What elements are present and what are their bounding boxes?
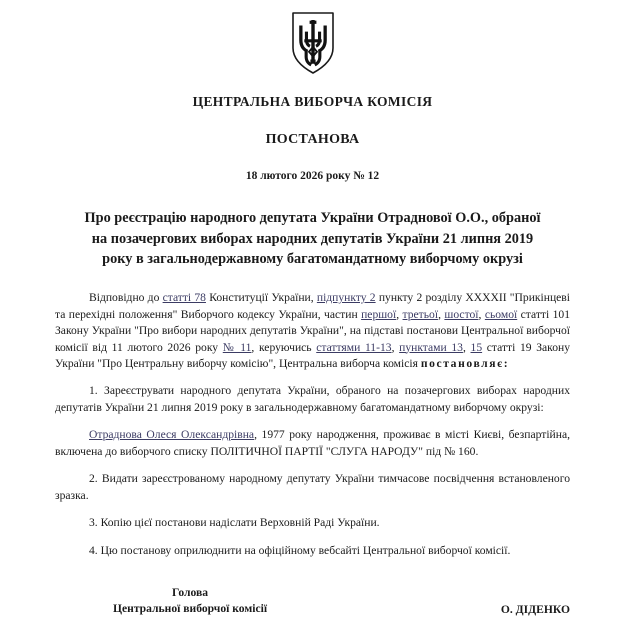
document-body [55, 290, 570, 559]
organization-title: ЦЕНТРАЛЬНА ВИБОРЧА КОМІСІЯ [192, 94, 433, 109]
link-chastyna-tretia[interactable]: третьої [402, 307, 439, 321]
link-stattia-78[interactable]: статті 78 [162, 291, 206, 305]
preamble-text-2: Конституції України, [205, 291, 317, 305]
clause-3: 3. Копію цієї постанови надіслати Верховній Раді України. [89, 516, 380, 530]
clause-4: 4. Цю постанову оприлюднити на офіційному вебсайті Центральної виборчої комісії. [89, 543, 511, 557]
link-chastyna-persha[interactable]: першої [361, 307, 397, 321]
resolves-keyword: постановляє: [420, 356, 510, 370]
preamble-text-9: , [391, 340, 400, 354]
link-statti-11-13[interactable]: статтями 11-13 [316, 340, 392, 354]
preamble-text-11: статті 19 Закону України "Про Центральну виборчу комісію", Центральна виборча комісія [55, 340, 571, 370]
signatory-position [55, 585, 267, 616]
signature-block [55, 585, 570, 616]
preamble-paragraph [55, 290, 570, 372]
link-punkty-13[interactable]: пунктами 13 [399, 340, 463, 354]
link-punkt-15[interactable]: 15 [470, 340, 483, 354]
emblem-container [55, 0, 570, 74]
preamble-text-6: , [478, 307, 485, 321]
preamble-text-4: , [396, 307, 403, 321]
link-deputy-name[interactable]: Отраднова Олеся Олександрівна [89, 428, 255, 442]
document-type-heading: ПОСТАНОВА [265, 132, 360, 147]
link-chastyna-soma[interactable]: сьомої [484, 307, 518, 321]
signatory-position-line-1: Голова [172, 586, 209, 600]
link-pidpunkt-2[interactable]: підпункту 2 [316, 291, 376, 305]
clause-2: 2. Видати зареєстрованому народному депутату України тимчасове посвідчення встановленого зразка. [55, 472, 570, 502]
ukraine-trident-coat-of-arms-icon [291, 12, 335, 74]
preamble-text-3: пункту 2 розділу XXXXII "Прикінцеві та перехідні положення" Виборчого кодексу України, частин [55, 291, 570, 321]
clause-1: 1. Зареєструвати народного депутата України, обраного на позачергових виборах народних депутатів України 21 липня 2019 року в загальнодержавному багатомандатному виборчому окрузі: [55, 384, 570, 414]
link-chastyna-shosta[interactable]: шостої [444, 307, 479, 321]
preamble-text-1: Відповідно до [89, 291, 163, 305]
deputy-paragraph [55, 427, 570, 460]
preamble-text-8: , керуючись [251, 340, 317, 354]
preamble-text-10: , [462, 340, 471, 354]
preamble-text-5: , [438, 307, 445, 321]
preamble-text-7: статті 101 Закону України "Про вибори народних депутатів України", на підставі постанови Центральної виборчої комісії від 11 лютого 2026 року [55, 307, 571, 354]
link-postanova-no-11[interactable]: № 11 [222, 340, 252, 354]
signatory-name: О. ДІДЕНКО [500, 603, 570, 617]
deputy-details: , 1977 року народження, проживає в місті Києві, безпартійна, включена до виборчого списку ПОЛІТИЧНОЇ ПАРТІЇ "СЛУГА НАРОДУ" під № 160. [55, 428, 570, 458]
document-date-number: 18 лютого 2026 року № 12 [245, 170, 380, 182]
document-title: Про реєстрацію народного депутата України Отраднової О.О., обраної на позачергових виборах народних депутатів України 21 липня 2019 року в загальнодержавному багатомандатному виборчому окрузі [84, 210, 541, 268]
signatory-position-line-2: Центральної виборчої комісії [113, 601, 268, 615]
